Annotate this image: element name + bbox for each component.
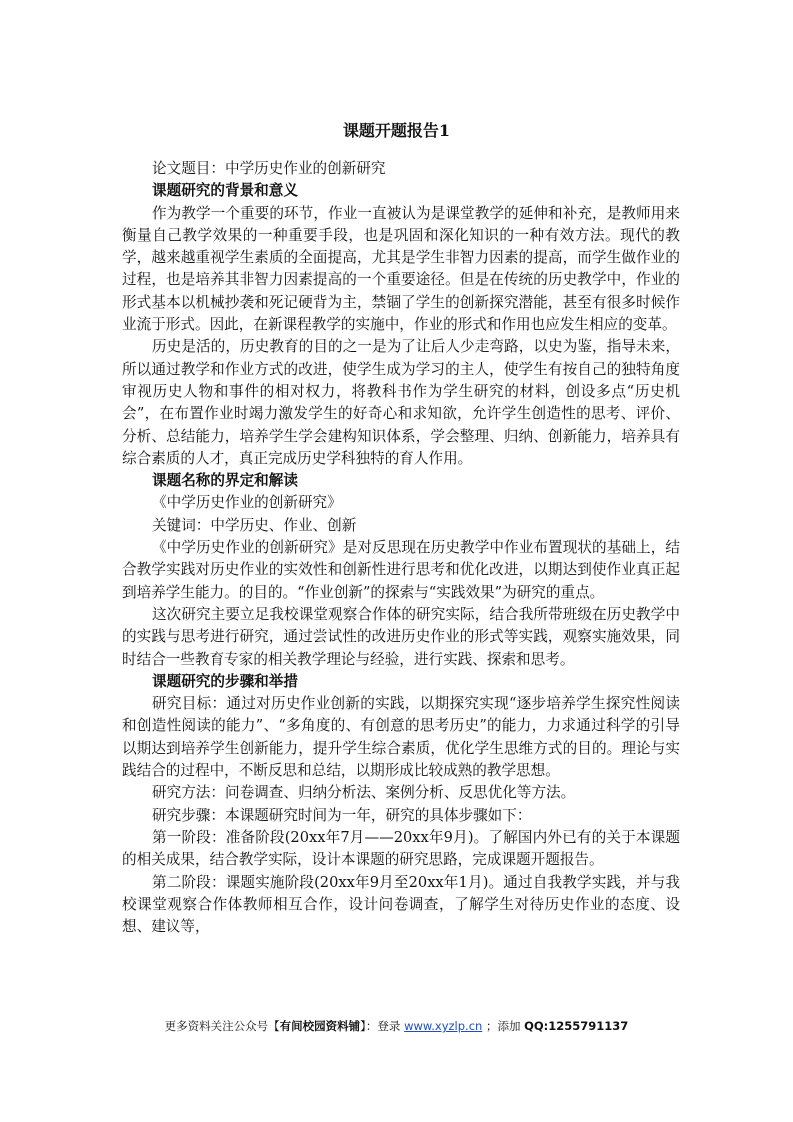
page-footer: [0, 1018, 793, 1034]
section-heading-steps: 课题研究的步骤和举措: [152, 672, 298, 690]
paragraph: 研究步骤：本课题研究时间为一年，研究的具体步骤如下：: [152, 806, 532, 824]
footer-brand: 有间校园资料铺: [279, 1019, 361, 1033]
paragraph: 《中学历史作业的创新研究》是对反思现在历史教学中作业布置现状的基础上，结合教学实践对历史作业的实效性和创新性进行思考和优化改进，以期达到使作业真正起到培养学生能力。的目的。“作业创新”的探索与“实践效果”为研究的重点。: [122, 539, 680, 601]
footer-prefix: 更多资料关注公众号【: [164, 1019, 280, 1033]
section-heading-definition: 课题名称的界定和解读: [152, 472, 298, 490]
footer-qq-number: 1255791137: [548, 1019, 629, 1033]
footer-mid: 】：登录: [360, 1019, 405, 1033]
paragraph: 第一阶段：准备阶段(20xx年7月——20xx年9月)。了解国内外已有的关于本课题的相关成果，结合教学实际，设计本课题的研究思路，完成课题开题报告。: [122, 828, 680, 869]
footer-url-link[interactable]: www.xyzlp.cn: [404, 1019, 483, 1033]
paragraph: 这次研究主要立足我校课堂观察合作体的研究实际，结合我所带班级在历史教学中的实践与思考进行研究，通过尝试性的改进历史作业的形式等实践，观察实施效果，同时结合一些教育专家的相关教学理论与经验，进行实践、探索和思考。: [122, 605, 680, 668]
document-title: 课题开题报告1: [342, 121, 451, 140]
paragraph: 《中学历史作业的创新研究》: [152, 494, 342, 512]
paragraph: 研究目标：通过对历史作业创新的实践，以期探究实现“逐步培养学生探究性阅读和创造性阅读的能力”、“多角度的、有创意的思考历史”的能力，力求通过科学的引导以期达到培养学生创新能力，提升学生综合素质，优化学生思维方式的目的。理论与实践结合的过程中，不断反思和总结，以期形成比较成熟的教学思想。: [122, 695, 680, 780]
subject-line: 论文题目：中学历史作业的创新研究: [152, 160, 386, 177]
paragraph: 研究方法：问卷调查、归纳分析法、案例分析、反思优化等方法。: [152, 784, 576, 802]
paragraph: 关键词：中学历史、作业、创新: [152, 516, 357, 534]
footer-sep: ；添加: [482, 1019, 525, 1033]
paragraph: 作为教学一个重要的环节，作业一直被认为是课堂教学的延伸和补充，是教师用来衡量自己教学效果的一种重要手段，也是巩固和深化知识的一种有效方法。现代的教学，越来越重视学生素质的全面提高，尤其是学生非智力因素的提高，而学生做作业的过程，也是培养其非智力因素提高的一个重要途径。但是在传统的历史教学中，作业的形式基本以机械抄袭和死记硬背为主，禁锢了学生的创新探究潜能，甚至有很多时候作业流于形式。因此，在新课程教学的实施中，作业的形式和作用也应发生相应的变革。: [122, 204, 680, 334]
section-heading-background: 课题研究的背景和意义: [152, 182, 298, 200]
footer-qq-label: QQ:: [524, 1019, 549, 1033]
paragraph: 历史是活的，历史教育的目的之一是为了让后人少走弯路，以史为鉴，指导未来，所以通过教学和作业方式的改进，使学生成为学习的主人，使学生有按自己的独特角度审视历史人物和事件的相对权力，将教科书作为学生研究的材料，创设多点“历史机会”，在布置作业时竭力激发学生的好奇心和求知欲，允许学生创造性的思考、评价、分析、总结能力，培养学生学会建构知识体系，学会整理、归纳、创新能力，培养具有综合素质的人才，真正完成历史学科独特的育人作用。: [122, 338, 680, 467]
paragraph: 第二阶段：课题实施阶段(20xx年9月至20xx年1月)。通过自我教学实践，并与我校课堂观察合作体教师相互合作，设计问卷调查，了解学生对待历史作业的态度、设想、建议等，: [122, 873, 680, 936]
document-body: [122, 158, 680, 938]
